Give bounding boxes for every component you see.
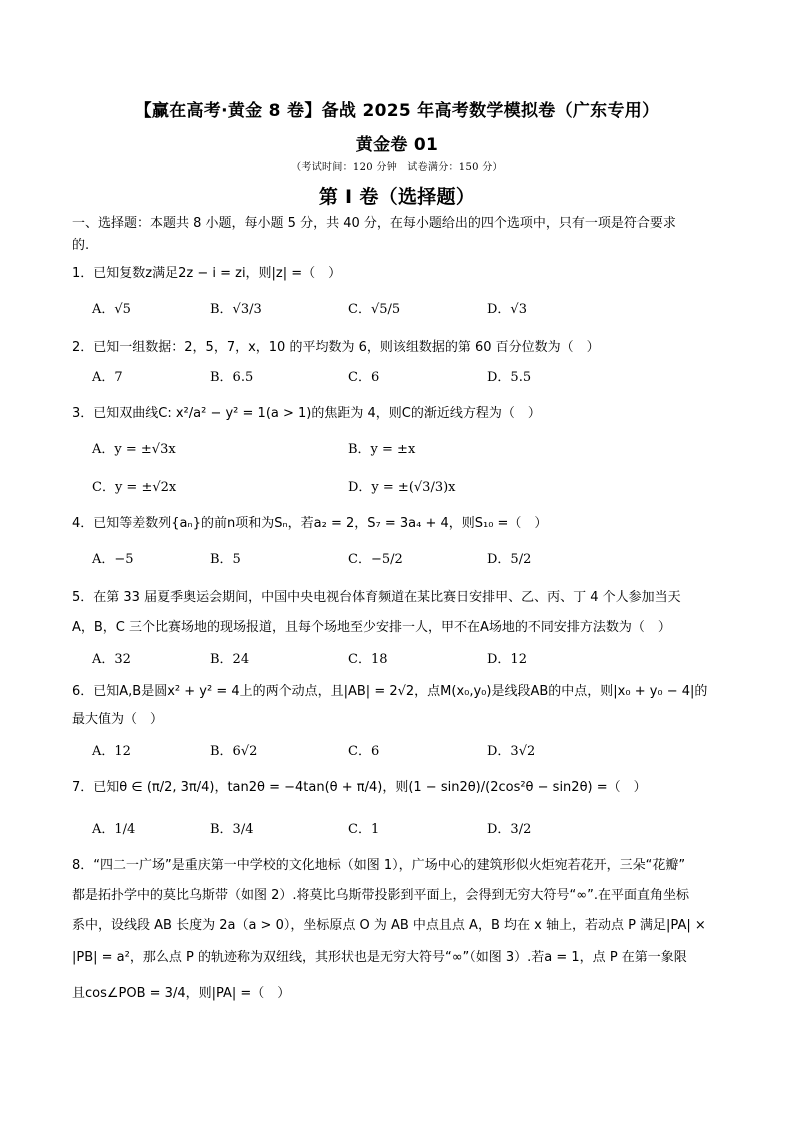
q7-option-c: C．1 — [348, 822, 380, 837]
q4-option-a: A．−5 — [92, 552, 134, 567]
exam-title: 【赢在高考·黄金 8 卷】备战 2025 年高考数学模拟卷（广东专用） — [134, 101, 660, 121]
question-1-stem: 1．已知复数z满足2z − i = zi，则|z| =（ ） — [72, 266, 342, 281]
q6-option-c: C．6 — [348, 744, 380, 759]
question-8-line-5: 且cos∠POB = 3/4，则|PA| =（ ） — [72, 986, 291, 1001]
exam-info: （考试时间：120 分钟 试卷满分：150 分） — [291, 162, 503, 173]
q6-option-a: A．12 — [92, 744, 131, 759]
q6-option-d: D．3√2 — [487, 744, 536, 759]
q5-option-c: C．18 — [348, 652, 388, 667]
q5-option-b: B．24 — [210, 652, 250, 667]
q2-option-c: C．6 — [348, 370, 380, 385]
q3-option-a: A．y = ±√3x — [92, 442, 176, 457]
question-5-stem-line-1: 5．在第 33 届夏季奥运会期间，中国中央电视台体育频道在某比赛日安排甲、乙、丙、丁 4 个人参加当天 — [72, 590, 681, 605]
question-8-line-2: 都是拓扑学中的莫比乌斯带（如图 2）.将莫比乌斯带投影到平面上，会得到无穷大符号“∞”.在平面直角坐标 — [72, 888, 689, 903]
q1-option-c: C．√5/5 — [348, 302, 401, 317]
q2-option-a: A．7 — [92, 370, 123, 385]
q7-option-d: D．3/2 — [487, 822, 532, 837]
q7-option-a: A．1/4 — [92, 822, 136, 837]
q6-option-b: B．6√2 — [210, 744, 258, 759]
q1-option-b: B．√3/3 — [210, 302, 262, 317]
exam-subtitle: 黄金卷 01 — [355, 135, 439, 155]
q3-option-b: B．y = ±x — [348, 442, 416, 457]
question-8-line-1: 8．“四二一广场”是重庆第一中学校的文化地标（如图 1），广场中心的建筑形似火炬宛若花开，三朵“花瓣” — [72, 858, 686, 873]
q1-option-a: A．√5 — [92, 302, 131, 317]
question-2-stem: 2．已知一组数据：2，5，7，x，10 的平均数为 6，则该组数据的第 60 百分位数为（ ） — [72, 340, 600, 355]
instructions-line-2: 的. — [72, 238, 90, 253]
question-4-stem: 4．已知等差数列{aₙ}的前n项和为Sₙ，若a₂ = 2，S₇ = 3a₄ + 4，则S₁₀ =（ ） — [72, 516, 548, 531]
question-8-line-4: |PB| = a²，那么点 P 的轨迹称为双纽线，其形状也是无穷大符号“∞”（如图 3）.若a = 1，点 P 在第一象限 — [72, 950, 687, 965]
question-6-stem-line-1: 6．已知A,B是圆x² + y² = 4上的两个动点，且|AB| = 2√2，点M(x₀,y₀)是线段AB的中点，则|x₀ + y₀ − 4|的 — [72, 684, 708, 699]
q2-option-b: B．6.5 — [210, 370, 254, 385]
question-7-stem: 7．已知θ ∈ (π/2, 3π/4)，tan2θ = −4tan(θ + π/4)，则(1 − sin2θ)/(2cos²θ − sin2θ) =（ ） — [72, 780, 647, 795]
q5-option-a: A．32 — [92, 652, 131, 667]
q4-option-d: D．5/2 — [487, 552, 532, 567]
section-title: 第 I 卷（选择题） — [318, 186, 476, 208]
q7-option-b: B．3/4 — [210, 822, 254, 837]
q3-option-d: D．y = ±(√3/3)x — [348, 480, 456, 495]
q4-option-c: C．−5/2 — [348, 552, 403, 567]
q1-option-d: D．√3 — [487, 302, 527, 317]
question-5-stem-line-2: A，B，C 三个比赛场地的现场报道，且每个场地至少安排一人，甲不在A场地的不同安排方法数为（ ） — [72, 620, 671, 635]
instructions-line-1: 一、选择题：本题共 8 小题，每小题 5 分，共 40 分，在每小题给出的四个选项中，只有一项是符合要求 — [72, 216, 676, 231]
question-6-stem-line-2: 最大值为（ ） — [72, 712, 164, 727]
q4-option-b: B．5 — [210, 552, 241, 567]
q3-option-c: C．y = ±√2x — [92, 480, 177, 495]
q2-option-d: D．5.5 — [487, 370, 532, 385]
question-8-line-3: 系中，设线段 AB 长度为 2a（a > 0），坐标原点 O 为 AB 中点且点 A，B 均在 x 轴上，若动点 P 满足|PA| × — [72, 918, 706, 933]
q5-option-d: D．12 — [487, 652, 527, 667]
question-3-stem: 3．已知双曲线C: x²/a² − y² = 1(a > 1)的焦距为 4，则C的渐近线方程为（ ） — [72, 406, 541, 421]
